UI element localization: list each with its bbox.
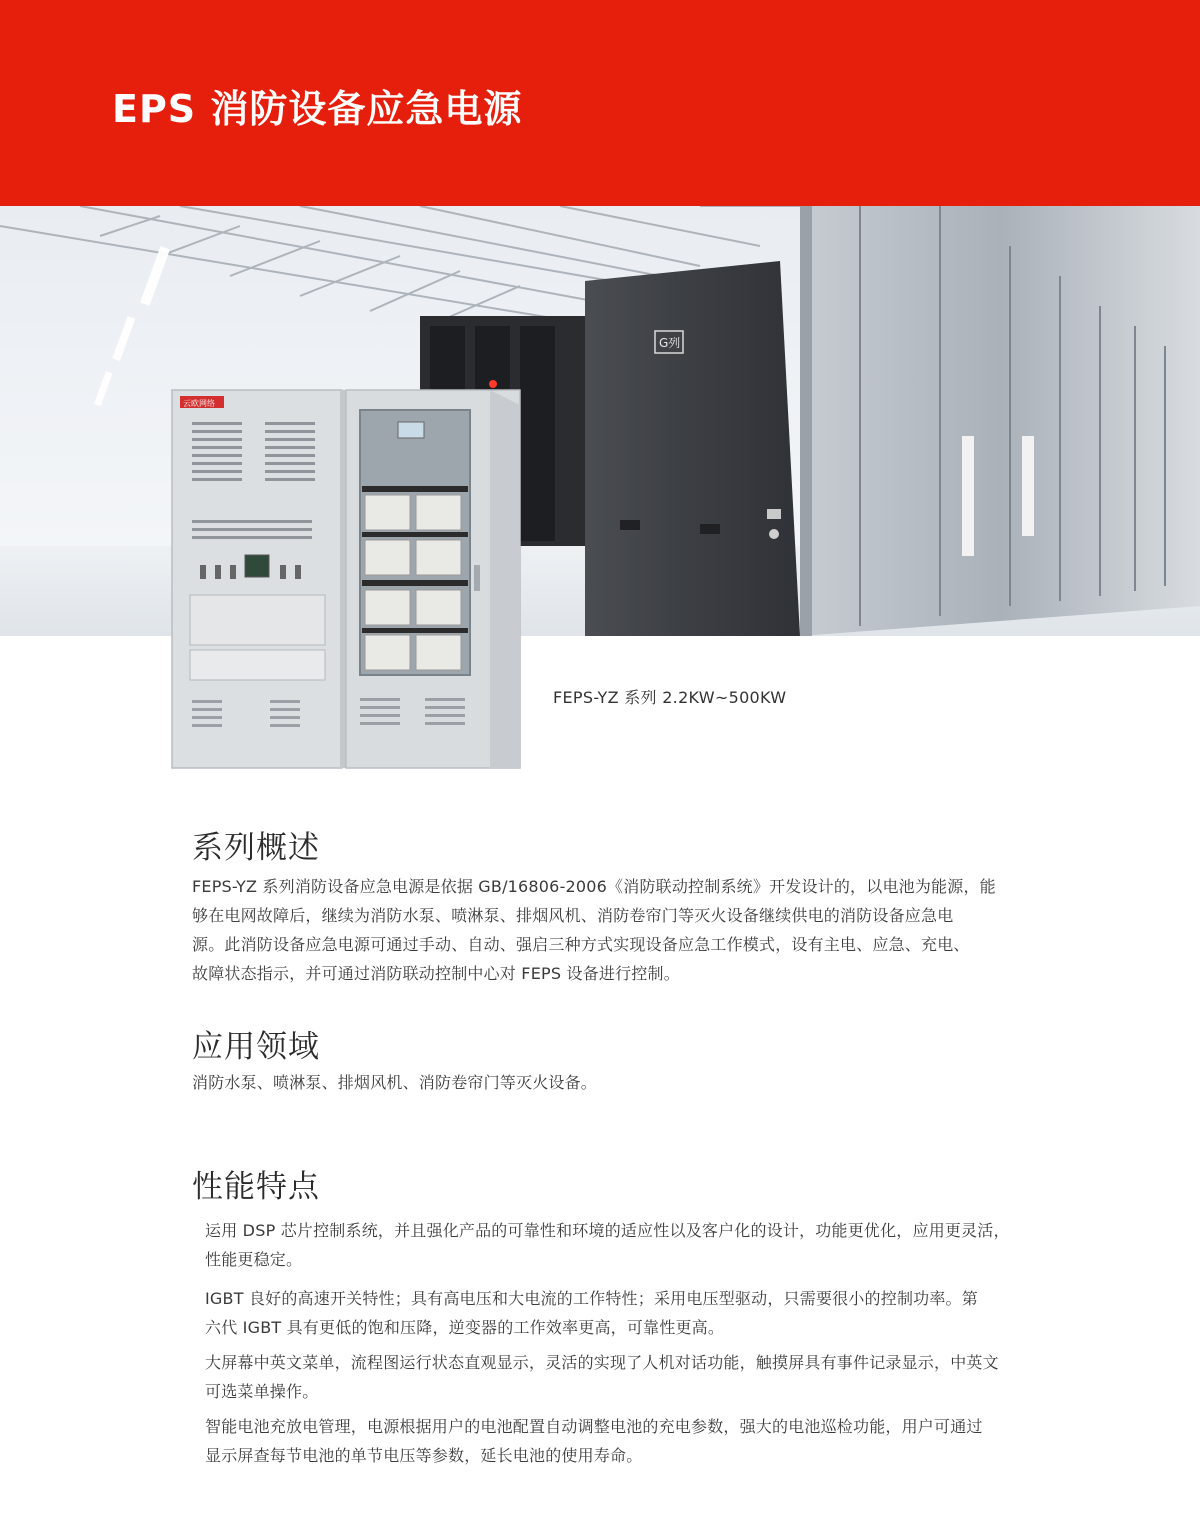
feature-line: IGBT 良好的高速开关特性；具有高电压和大电流的工作特性；采用电压型驱动，只需要很小的控制功率。第	[205, 1289, 978, 1308]
overview-title: 系列概述	[192, 830, 320, 866]
features-title: 性能特点	[192, 1169, 320, 1205]
feature-line: 显示屏查每节电池的单节电压等参数，延长电池的使用寿命。	[205, 1446, 643, 1465]
overview-line: 源。此消防设备应急电源可通过手动、自动、强启三种方式实现设备应急工作模式，设有主电、应急、充电、	[192, 935, 970, 954]
overview-line: 故障状态指示，并可通过消防联动控制中心对 FEPS 设备进行控制。	[192, 964, 680, 983]
product-logo: 云欧网络	[183, 399, 215, 408]
application-text: 消防水泵、喷淋泵、排烟风机、消防卷帘门等灭火设备。	[192, 1073, 598, 1092]
feature-item	[205, 1348, 1085, 1406]
overview-line: 够在电网故障后，继续为消防水泵、喷淋泵、排烟风机、消防卷帘门等灭火设备继续供电的消防设备应急电	[192, 906, 954, 925]
product-caption: FEPS-YZ 系列 2.2KW~500KW	[553, 688, 787, 707]
feature-item	[205, 1216, 1085, 1274]
feature-line: 大屏幕中英文菜单，流程图运行状态直观显示，灵活的实现了人机对话功能，触摸屏具有事件记录显示，中英文	[205, 1353, 999, 1372]
feature-item	[205, 1412, 1085, 1470]
page-title: EPS 消防设备应急电源	[112, 87, 523, 131]
feature-line: 性能更稳定。	[205, 1250, 303, 1269]
feature-item	[205, 1284, 1085, 1342]
header-banner	[0, 0, 1200, 206]
product-image	[170, 380, 522, 772]
feature-line: 运用 DSP 芯片控制系统，并且强化产品的可靠性和环境的适应性以及客户化的设计，功能更优化，应用更灵活，	[205, 1221, 1010, 1240]
overview-text	[192, 872, 1072, 988]
feature-line: 智能电池充放电管理，电源根据用户的电池配置自动调整电池的充电参数，强大的电池巡检功能，用户可通过	[205, 1417, 983, 1436]
application-title: 应用领域	[192, 1029, 320, 1065]
feature-line: 六代 IGBT 具有更低的饱和压降，逆变器的工作效率更高，可靠性更高。	[205, 1318, 725, 1337]
feature-line: 可选菜单操作。	[205, 1382, 319, 1401]
cabinet-label: G列	[659, 336, 681, 350]
eps-cabinet-illustration	[170, 380, 522, 772]
overview-line: FEPS-YZ 系列消防设备应急电源是依据 GB/16806-2006《消防联动控制系统》开发设计的，以电池为能源，能	[192, 877, 996, 896]
